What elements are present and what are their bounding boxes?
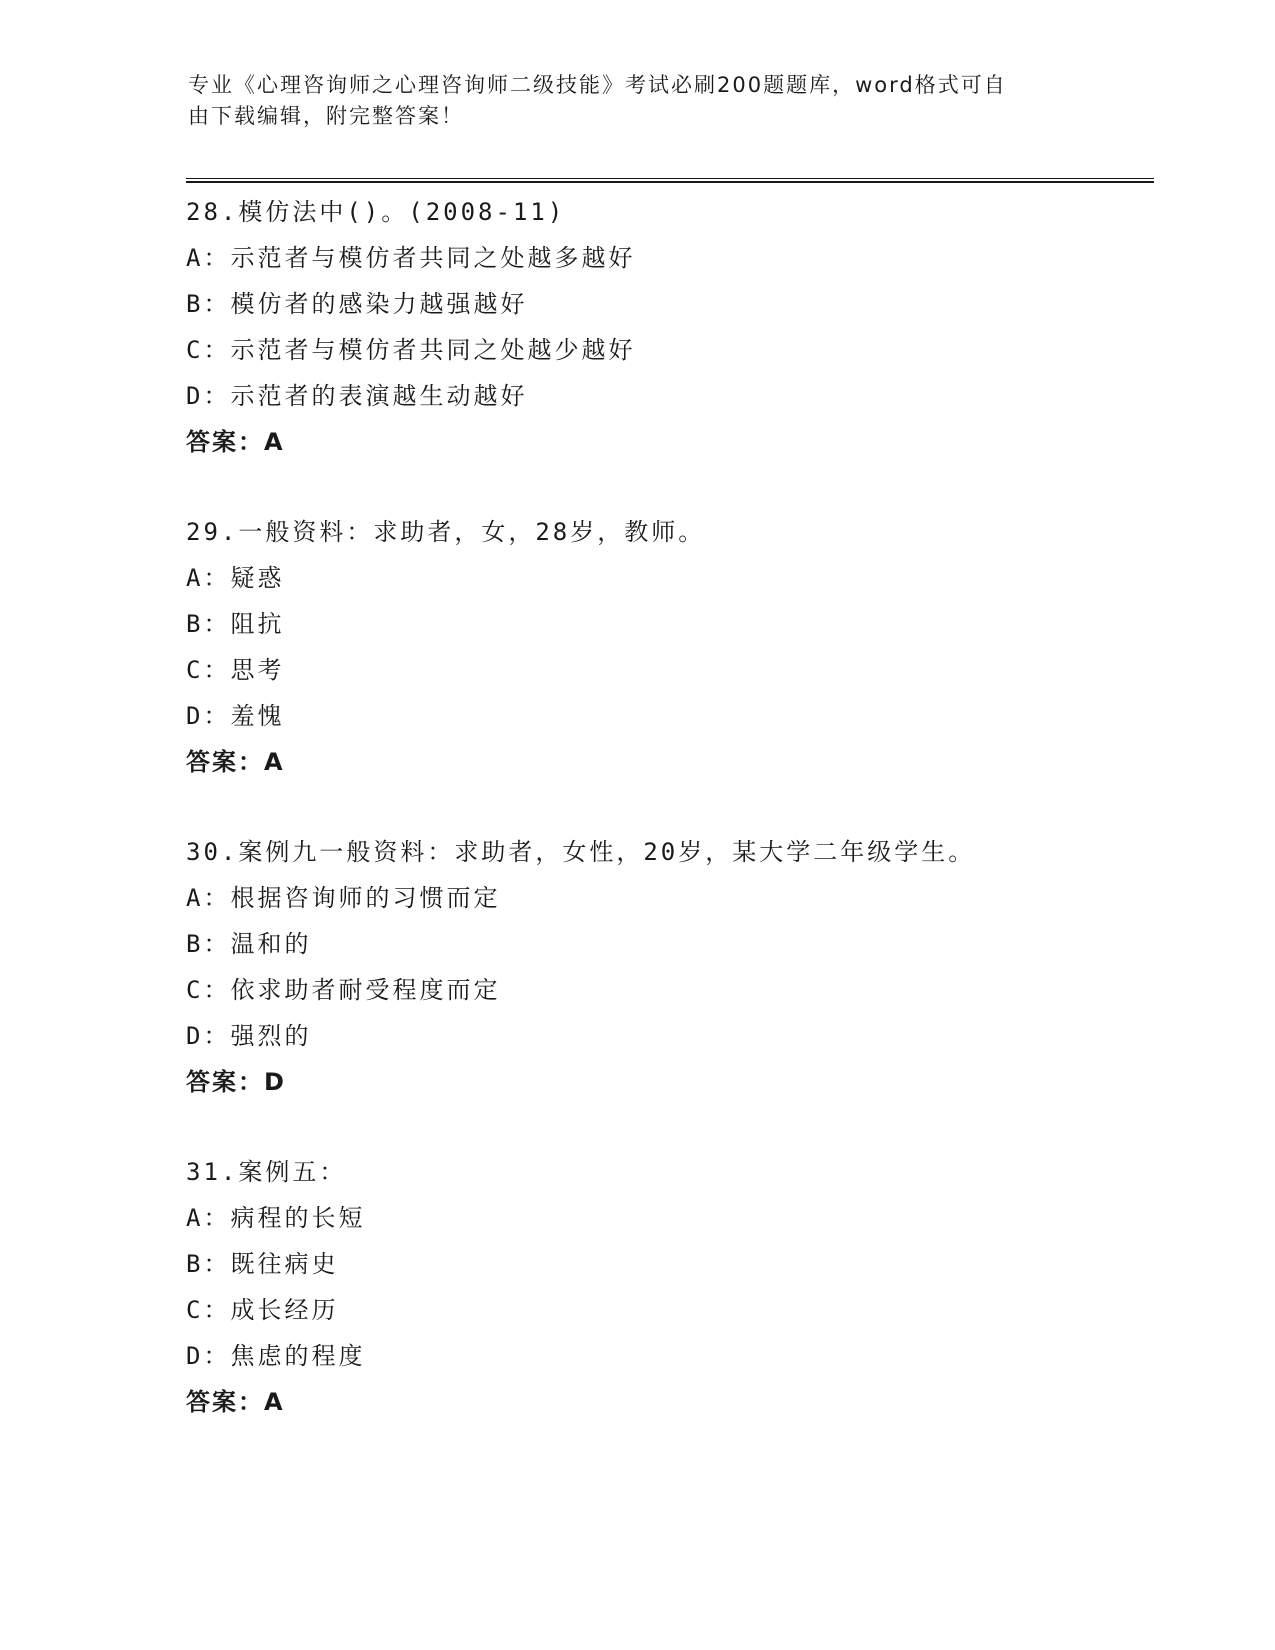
header-line-2: 由下载编辑，附完整答案！ bbox=[188, 104, 464, 128]
option-a: A：示范者与模仿者共同之处越多越好 bbox=[186, 244, 636, 272]
question-stem: 31.案例五： bbox=[186, 1158, 347, 1186]
question-31 bbox=[186, 1149, 1154, 1469]
answer-line: 答案：D bbox=[186, 1068, 286, 1096]
question-list bbox=[186, 189, 1154, 1469]
option-b: B：温和的 bbox=[186, 930, 312, 958]
option-c: C：示范者与模仿者共同之处越少越好 bbox=[186, 336, 636, 364]
option-d: D：示范者的表演越生动越好 bbox=[186, 382, 528, 410]
answer-line: 答案：A bbox=[186, 428, 285, 456]
option-b: B：既往病史 bbox=[186, 1250, 339, 1278]
question-stem: 29.一般资料：求助者，女，28岁，教师。 bbox=[186, 518, 706, 546]
option-a: A：病程的长短 bbox=[186, 1204, 366, 1232]
question-30 bbox=[186, 829, 1154, 1149]
answer-line: 答案：A bbox=[186, 748, 285, 776]
option-c: C：成长经历 bbox=[186, 1296, 339, 1324]
option-a: A：疑惑 bbox=[186, 564, 285, 592]
document-header bbox=[188, 70, 1068, 132]
question-28 bbox=[186, 189, 1154, 509]
option-b: B：模仿者的感染力越强越好 bbox=[186, 290, 528, 318]
answer-line: 答案：A bbox=[186, 1388, 285, 1416]
option-c: C：依求助者耐受程度而定 bbox=[186, 976, 501, 1004]
question-stem: 30.案例九一般资料：求助者，女性，20岁，某大学二年级学生。 bbox=[186, 838, 976, 866]
option-d: D：羞愧 bbox=[186, 702, 285, 730]
header-divider bbox=[186, 178, 1154, 184]
divider-thin-line bbox=[186, 178, 1154, 179]
option-d: D：强烈的 bbox=[186, 1022, 312, 1050]
header-line-1: 专业《心理咨询师之心理咨询师二级技能》考试必刷200题题库，word格式可自 bbox=[188, 73, 1007, 97]
question-stem: 28.模仿法中()。(2008-11) bbox=[186, 198, 566, 226]
option-c: C：思考 bbox=[186, 656, 285, 684]
option-d: D：焦虑的程度 bbox=[186, 1342, 366, 1370]
option-a: A：根据咨询师的习惯而定 bbox=[186, 884, 501, 912]
option-b: B：阻抗 bbox=[186, 610, 285, 638]
divider-thick-line bbox=[186, 181, 1154, 183]
question-29 bbox=[186, 509, 1154, 829]
